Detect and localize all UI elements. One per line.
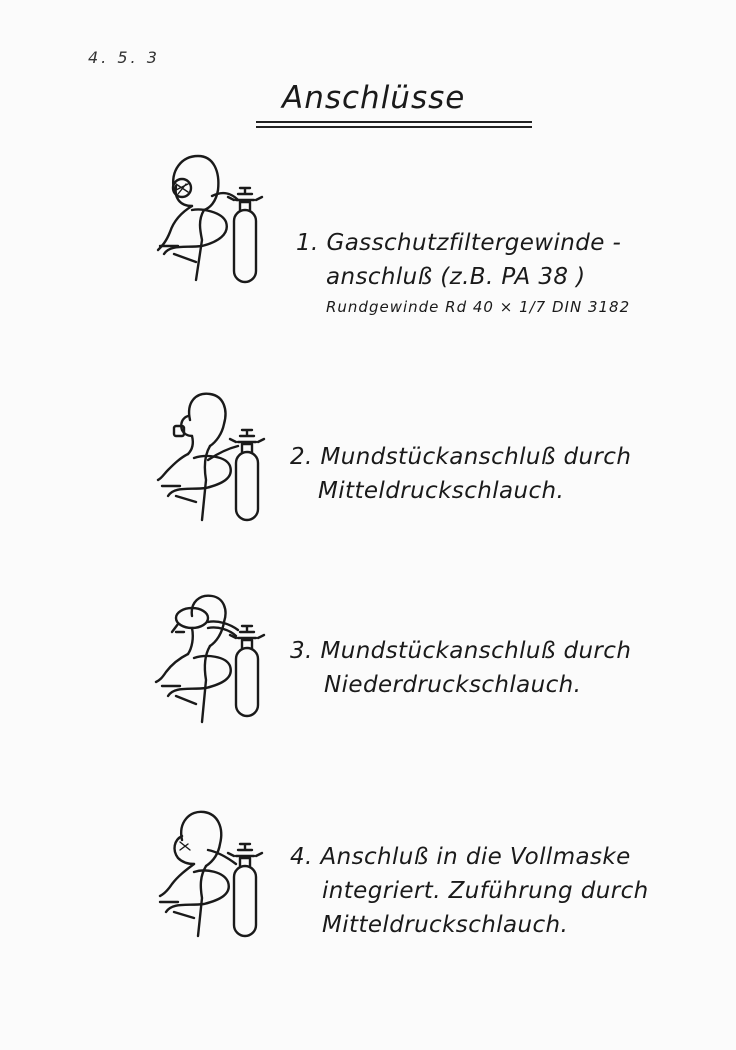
connection-item-4: [290, 840, 649, 942]
item-text-line2: Niederdruckschlauch.: [324, 672, 582, 698]
connection-item-2: [290, 440, 631, 508]
item-text-line2: anschluß (z.B. PA 38 ): [326, 264, 586, 290]
item-text-line1: Anschluß in die Vollmaske: [320, 844, 631, 870]
connection-item-1: [296, 226, 630, 318]
item-note: Rundgewinde Rd 40 × 1/7 DIN 3182: [326, 298, 631, 316]
title-underline-second: [256, 126, 532, 128]
full-mask-integrated-figure-icon: [152, 806, 270, 946]
mouthpiece-low-pressure-figure-icon: [152, 592, 270, 732]
respirator-filter-thread-figure-icon: [152, 150, 270, 290]
item-text-line1: Mundstückanschluß durch: [320, 444, 632, 470]
item-text-line2: integriert. Zuführung durch: [322, 878, 649, 904]
item-number: 4.: [290, 844, 313, 870]
item-text-line1: Gasschutzfiltergewinde -: [326, 230, 622, 256]
page-title: Anschlüsse: [282, 80, 466, 116]
item-number: 3.: [290, 638, 313, 664]
item-text-line2: Mitteldruckschlauch.: [318, 478, 565, 504]
mouthpiece-medium-pressure-figure-icon: [152, 390, 270, 530]
item-number: 1.: [296, 230, 319, 256]
item-number: 2.: [290, 444, 313, 470]
connection-item-3: [290, 634, 631, 702]
item-text-line1: Mundstückanschluß durch: [320, 638, 632, 664]
title-underline: [256, 121, 532, 123]
section-number: 4. 5. 3: [88, 48, 160, 67]
item-text-line3: Mitteldruckschlauch.: [322, 912, 569, 938]
